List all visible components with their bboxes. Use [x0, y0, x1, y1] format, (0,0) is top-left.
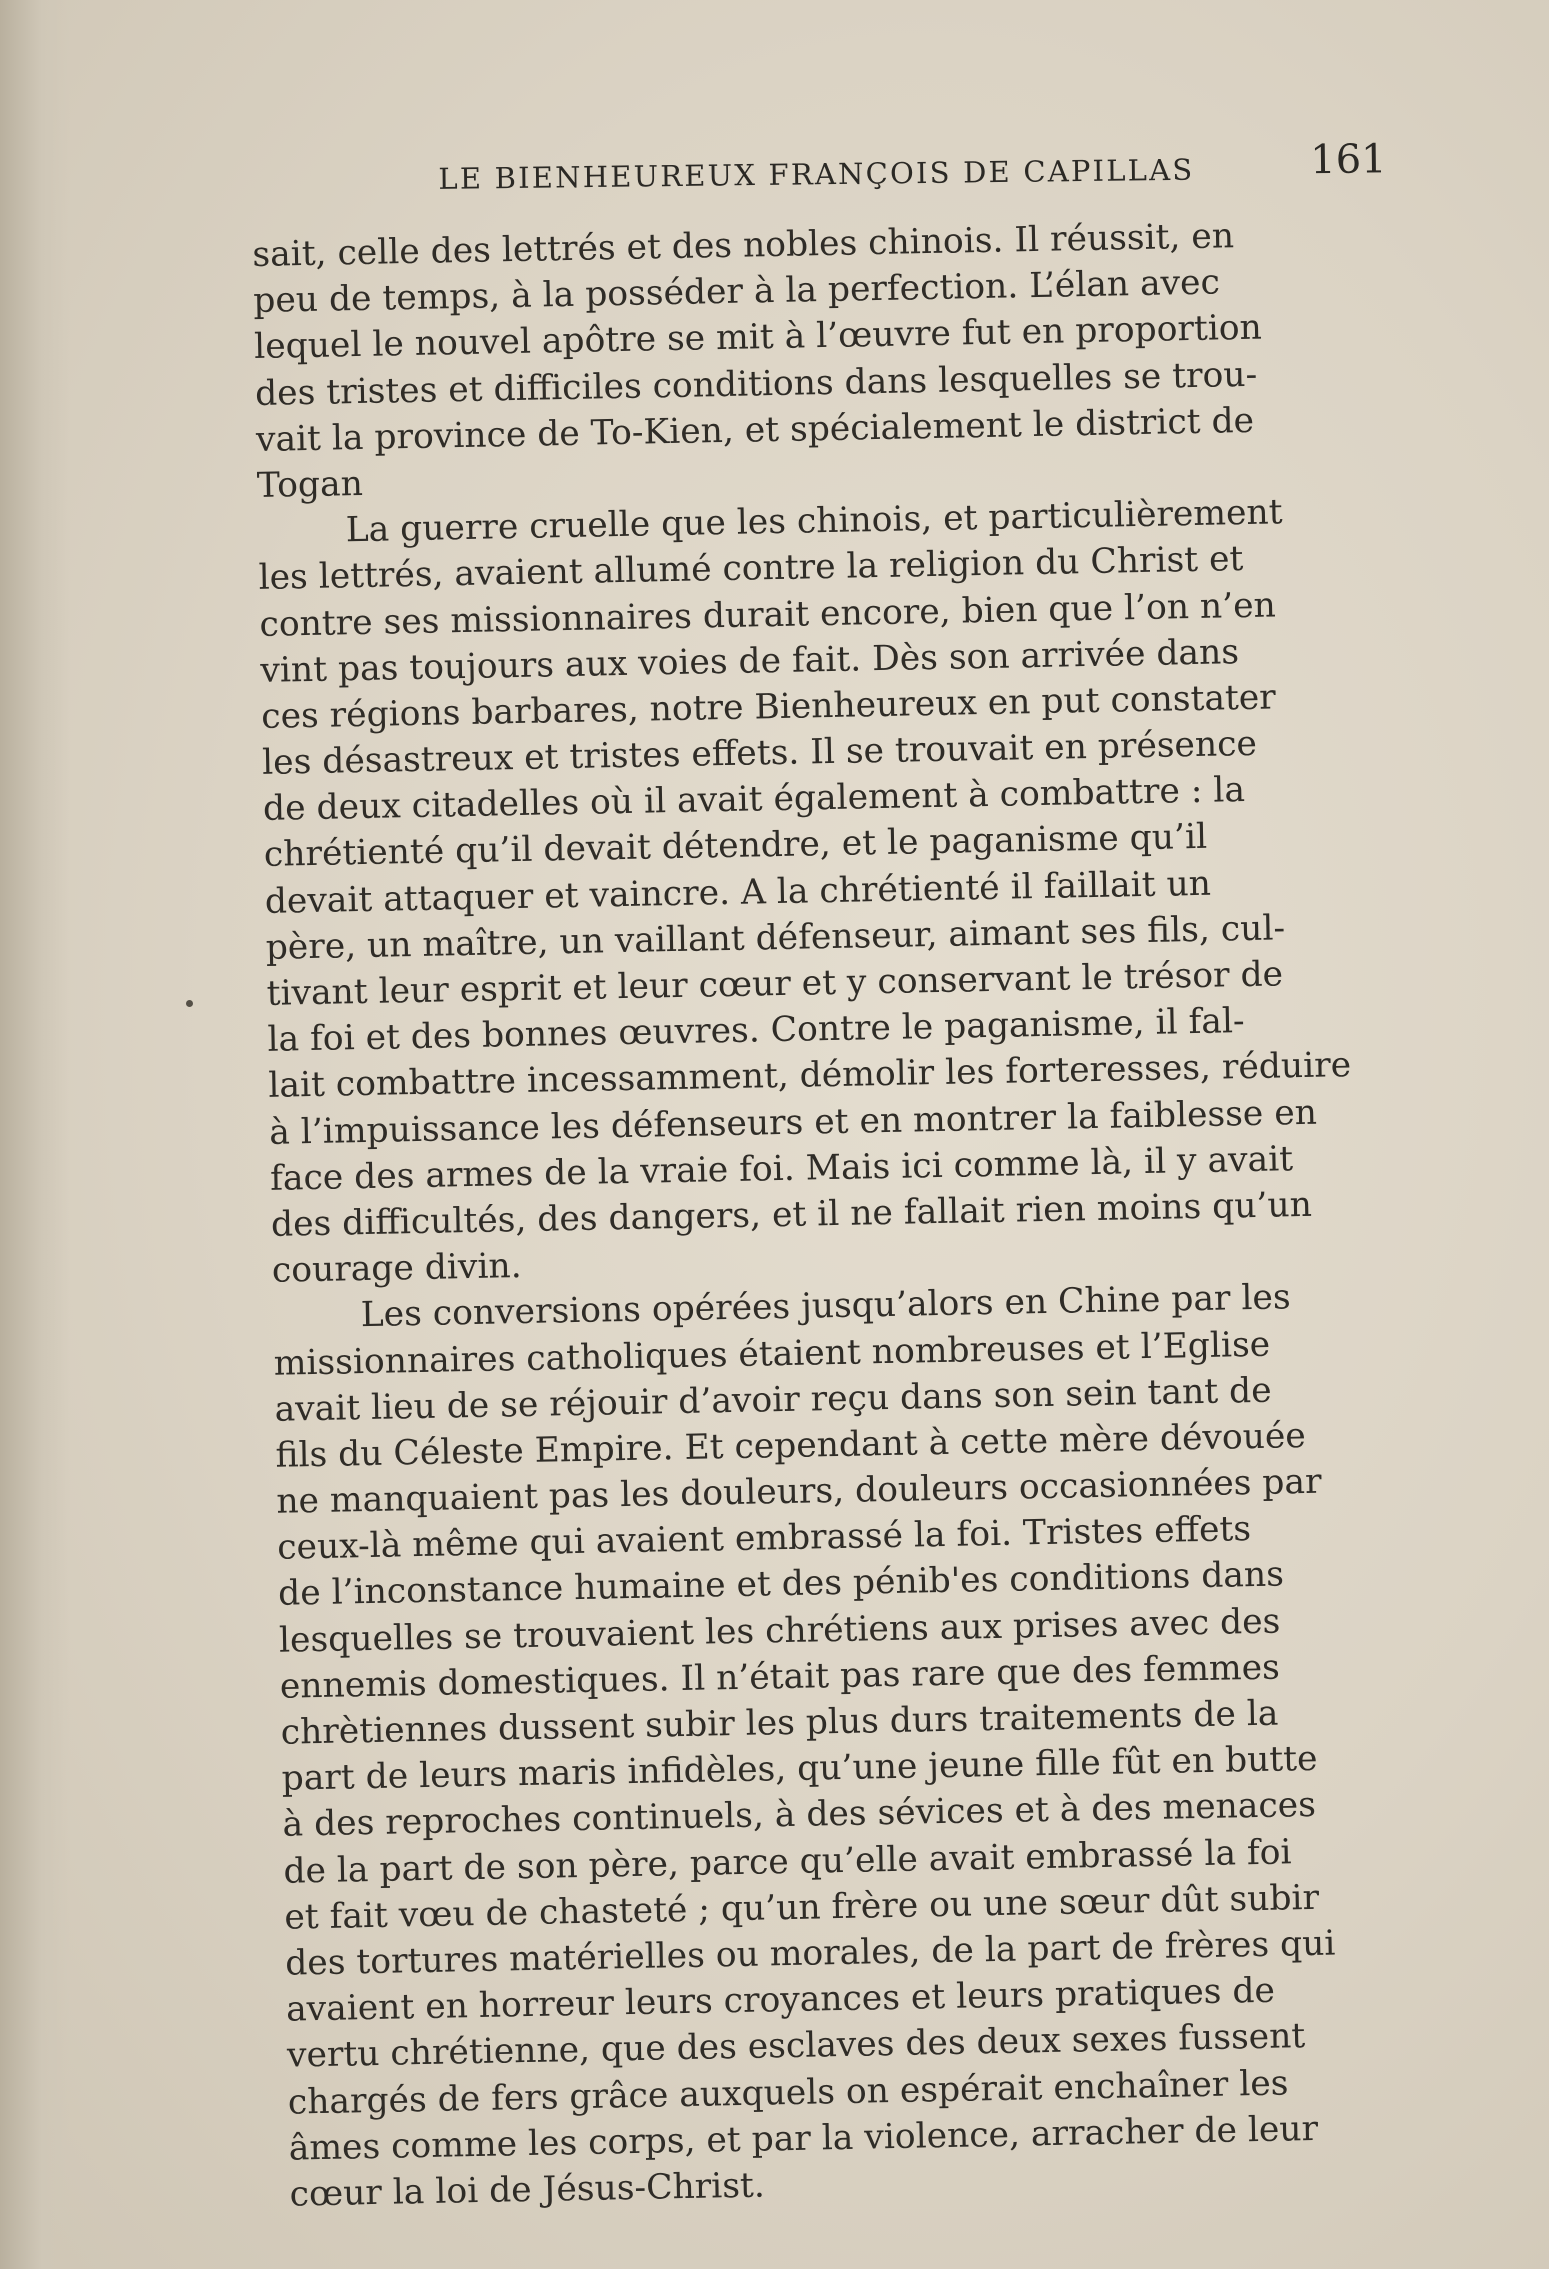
text-line: ceux-là même qui avaient embrassé la foi. Tristes effets — [276, 1509, 1252, 1569]
text-line: de l’inconstance humaine et des pénib'es conditions dans — [277, 1554, 1285, 1615]
text-line: peu de temps, à la posséder à la perfection. L’élan avec — [252, 262, 1221, 322]
text-line: ennemis domestiques. Il n’était pas rare que des femmes — [279, 1647, 1281, 1707]
text-line: part de leurs maris infidèles, qu’une jeune fille fût en butte — [281, 1739, 1318, 1799]
text-line: missionnaires catholiques étaient nombreuses et l’Eglise — [273, 1324, 1271, 1384]
page-number: 161 — [1309, 136, 1387, 184]
text-line: chrétienté qu’il devait détendre, et le paganisme qu’il — [263, 817, 1208, 876]
body-text — [252, 210, 1430, 2218]
paragraph-first-line: La guerre cruelle que les chinois, et particulièrement — [345, 492, 1283, 551]
text-line: lequel le nouvel apôtre se mit à l’œuvre fut en proportion — [253, 308, 1263, 368]
text-line: des tristes et difficiles conditions dans lesquelles se trou- — [254, 354, 1258, 414]
text-line: et fait vœu de chasteté ; qu’un frère ou une sœur dût subir — [283, 1877, 1320, 1938]
text-line: avait lieu de se réjouir d’avoir reçu dans son sein tant de — [274, 1370, 1272, 1430]
text-line: face des armes de la vraie foi. Mais ici comme là, il y avait — [269, 1138, 1294, 1199]
text-line: vint pas toujours aux voies de fait. Dès son arrivée dans — [260, 631, 1240, 691]
text-line: des difficultés, des dangers, et il ne fallait rien moins qu’un — [270, 1184, 1313, 1245]
text-line: vertu chrétienne, que des esclaves des deux sexes fussent — [286, 2016, 1306, 2076]
text-line: fils du Céleste Empire. Et cependant à cette mère dévouée — [275, 1415, 1307, 1476]
page-header — [430, 136, 1391, 208]
text-line: à des reproches continuels, à des sévices et à des menaces — [282, 1785, 1317, 1846]
text-line: cœur la loi de Jésus-Christ. — [289, 2165, 766, 2215]
text-line: lait combattre incessamment, démolir les forteresses, réduire — [268, 1045, 1352, 1107]
text-line: devait attaquer et vaincre. A la chrétienté il faillait un — [264, 863, 1212, 922]
text-line: lesquelles se trouvaient les chrétiens aux prises avec des — [278, 1601, 1281, 1661]
text-line: les lettrés, avaient allumé contre la religion du Christ et — [258, 539, 1244, 599]
text-line: âmes comme les corps, et par la violence, arracher de leur — [288, 2108, 1319, 2169]
text-line: ces régions barbares, notre Bienheureux en put constater — [260, 677, 1277, 737]
text-line: vait la province de To-Kien, et spécialement le district de — [255, 400, 1255, 460]
text-line: les désastreux et tristes effets. Il se trouvait en présence — [261, 723, 1258, 783]
text-line: la foi et des bonnes œuvres. Contre le paganisme, il fal- — [267, 1001, 1245, 1061]
text-line: chrètiennes dussent subir les plus durs traitements de la — [280, 1693, 1279, 1753]
text-line: ne manquaient pas les douleurs, douleurs occasionnées par — [275, 1461, 1322, 1522]
text-line: des tortures matérielles ou morales, de la part de frères qui — [284, 1923, 1336, 1984]
text-line: avaient en horreur leurs croyances et leurs pratiques de — [285, 1970, 1276, 2030]
text-line: Togan — [256, 463, 364, 506]
text-line: contre ses missionnaires durait encore, bien que l’on n’en — [259, 584, 1277, 645]
text-line: à l’impuissance les défenseurs et en montrer la faiblesse en — [268, 1092, 1318, 1153]
text-line: de la part de son père, parce qu’elle avait embrassé la foi — [283, 1831, 1292, 1892]
gutter-shadow — [0, 0, 70, 2269]
running-title: LE BIENHEUREUX FRANÇOIS DE CAPILLAS — [438, 152, 1195, 196]
text-line: chargés de fers grâce auxquels on espérait enchaîner les — [287, 2062, 1289, 2123]
text-line: sait, celle des lettrés et des nobles chinois. Il réussit, en — [252, 216, 1235, 275]
text-line: tivant leur esprit et leur cœur et y conservant le trésor de — [266, 954, 1284, 1014]
text-line: courage divin. — [271, 1246, 522, 1291]
text-line: père, un maître, un vaillant défenseur, aimant ses fils, cul- — [265, 908, 1286, 968]
ink-speck — [186, 1000, 193, 1007]
paragraph-first-line: Les conversions opérées jusqu’alors en Chine par les — [360, 1277, 1291, 1336]
text-line: de deux citadelles où il avait également à combattre : la — [262, 770, 1246, 830]
